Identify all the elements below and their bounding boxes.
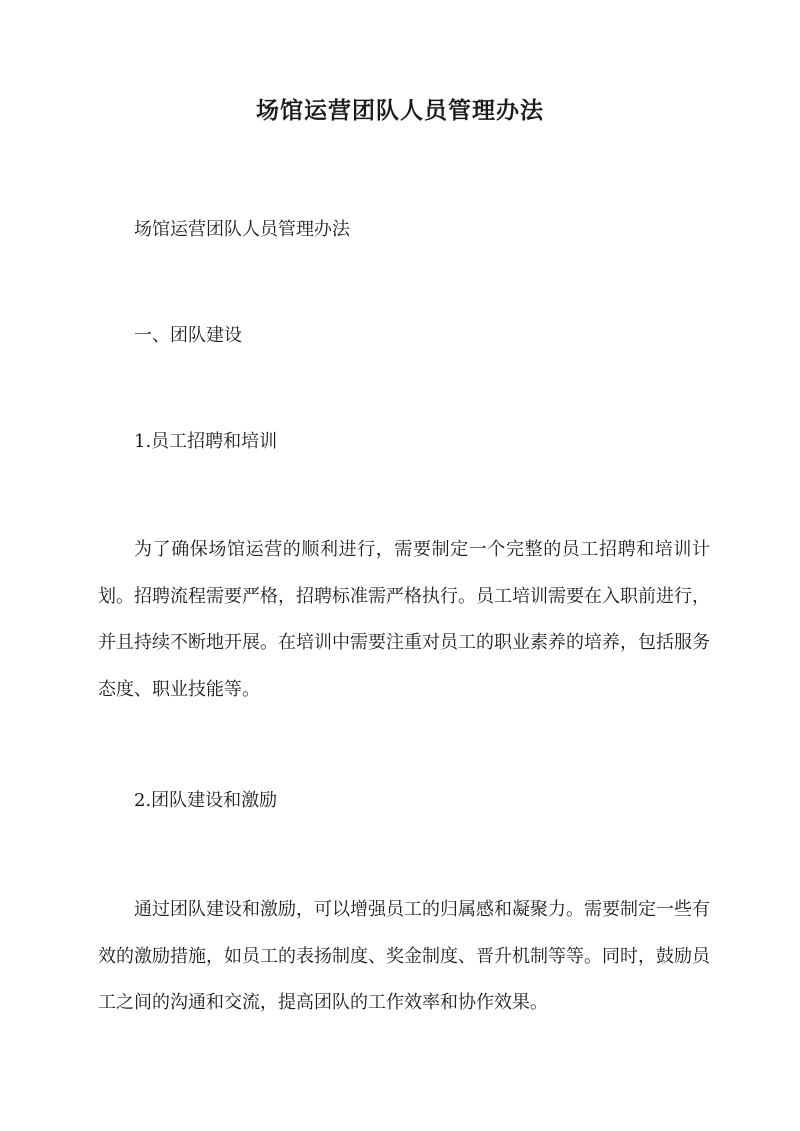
paragraph-2: 通过团队建设和激励，可以增强员工的归属感和凝聚力。需要制定一些有效的激励措施，如员工的表扬制度、奖金制度、晋升机制等等。同时，鼓励员工之间的沟通和交流，提高团队的工作效率和协作效果。 — [98, 899, 710, 1013]
subsection-heading-2: 2.团队建设和激励 — [134, 790, 278, 811]
document-subtitle: 场馆运营团队人员管理办法 — [134, 219, 350, 240]
paragraph-1: 为了确保场馆运营的顺利进行，需要制定一个完整的员工招聘和培训计划。招聘流程需要严格，招聘标准需严格执行。员工培训需要在入职前进行，并且持续不断地开展。在培训中需要注重对员工的职业素养的培养，包括服务态度、职业技能等。 — [98, 539, 710, 700]
page-title: 场馆运营团队人员管理办法 — [256, 97, 544, 124]
subsection-heading-1: 1.员工招聘和培训 — [134, 431, 278, 452]
section-heading: 一、团队建设 — [134, 325, 242, 346]
